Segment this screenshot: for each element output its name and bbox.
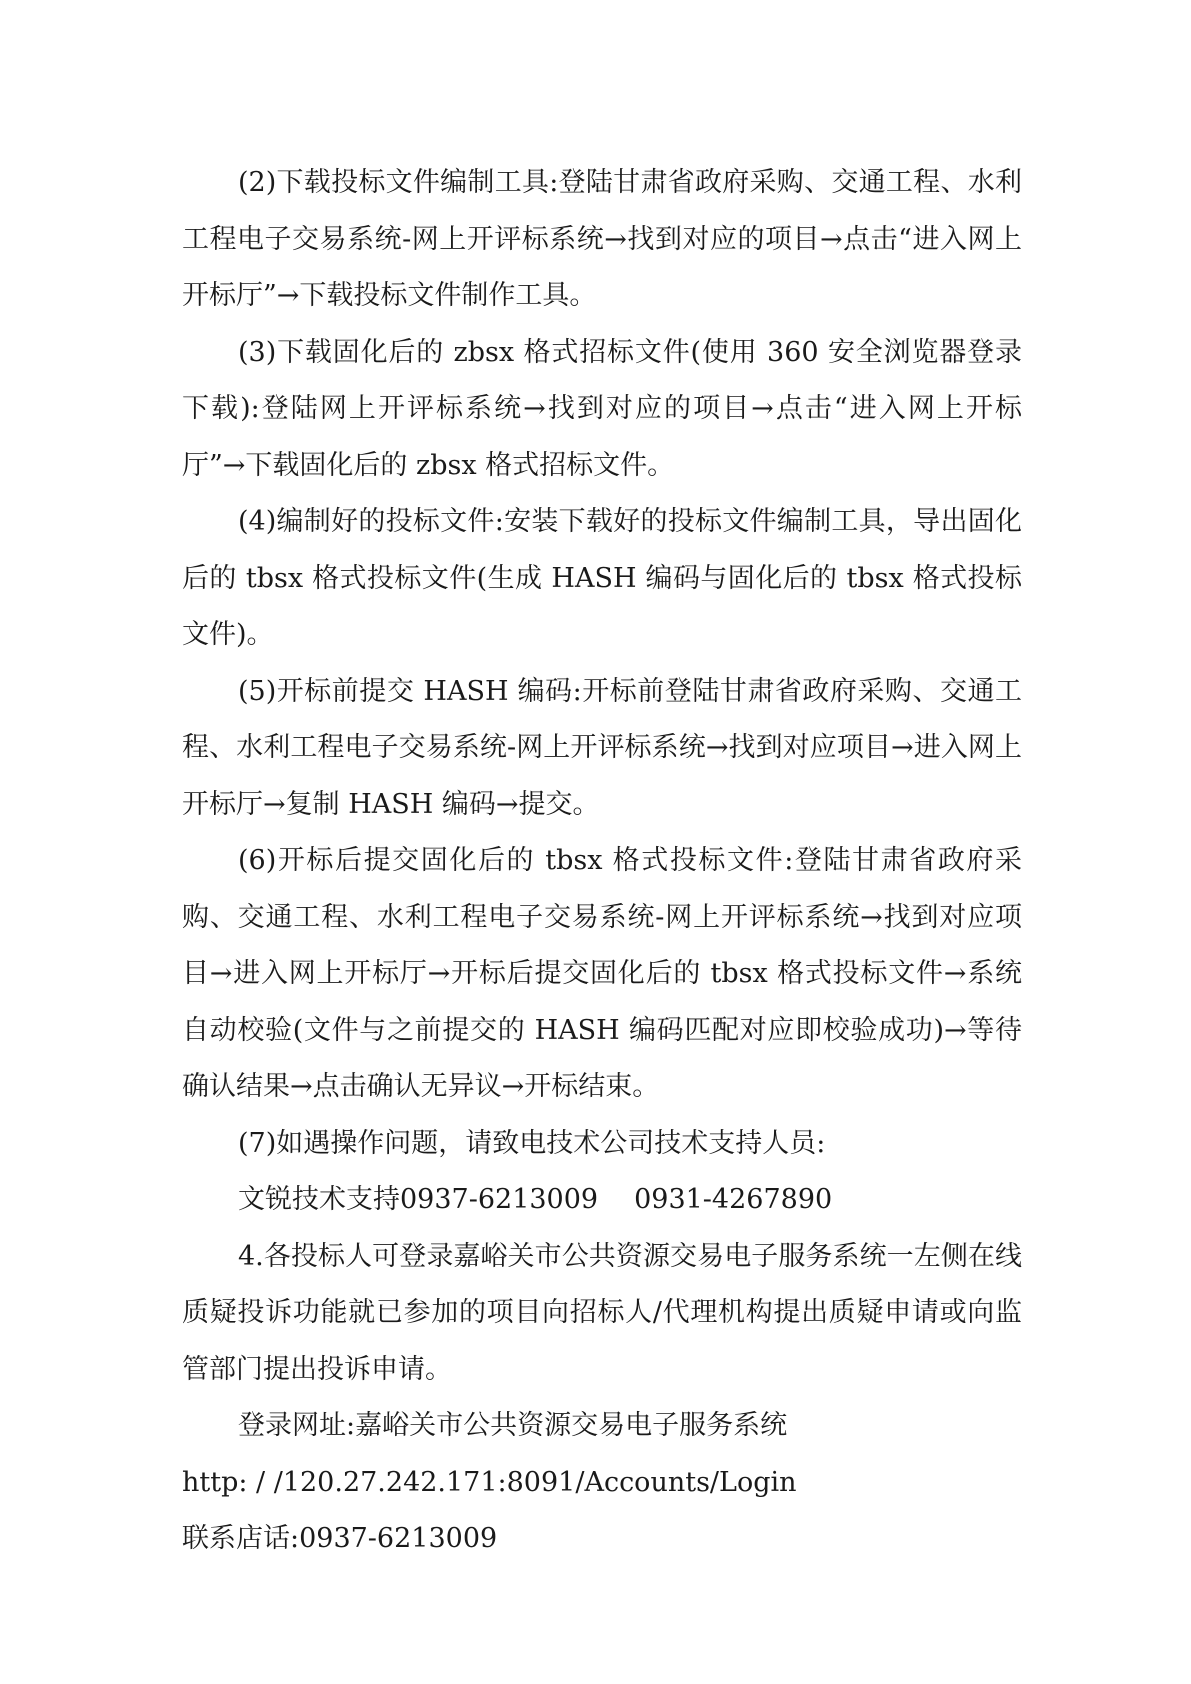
contact-phone-line: 联系店话:0937-6213009 <box>182 1523 498 1554</box>
support-phone-1: 0937-6213009 <box>400 1184 599 1215</box>
paragraph-step-6: (6)开标后提交固化后的 tbsx 格式投标文件:登陆甘肃省政府采购、交通工程、水利工程电子交易系统-网上开评标系统→找到对应项目→进入网上开标厅→开标后提交固化后的 tbsx 格式投标文件→系统自动校验(文件与之前提交的 HASH 编码匹配对应即校验成功)→等待确认结果→点击确认无异议→开标结束。 <box>182 845 1022 1102</box>
paragraph-step-5: (5)开标前提交 HASH 编码:开标前登陆甘肃省政府采购、交通工程、水利工程电子交易系统-网上开评标系统→找到对应项目→进入网上开标厅→复制 HASH 编码→提交。 <box>182 675 1022 820</box>
support-contact-line <box>182 1172 1022 1229</box>
paragraph-item-4: 4.各投标人可登录嘉峪关市公共资源交易电子服务系统一左侧在线质疑投诉功能就已参加的项目向招标人/代理机构提出质疑申请或向监管部门提出投诉申请。 <box>182 1240 1022 1385</box>
paragraph-step-4: (4)编制好的投标文件:安装下载好的投标文件编制工具，导出固化后的 tbsx 格式投标文件(生成 HASH 编码与固化后的 tbsx 格式投标文件)。 <box>182 506 1022 650</box>
support-contact-label: 文锐技术支持 <box>238 1184 400 1215</box>
document-body <box>182 155 1022 1568</box>
login-site-line: 登录网址:嘉峪关市公共资源交易电子服务系统 <box>238 1410 788 1441</box>
paragraph-step-3: (3)下载固化后的 zbsx 格式招标文件(使用 360 安全浏览器登录下载):登陆网上开评标系统→找到对应的项目→点击“进入网上开标厅”→下载固化后的 zbsx 格式招标文件。 <box>182 336 1022 481</box>
support-phone-2: 0931-4267890 <box>634 1184 833 1215</box>
paragraph-step-2: (2)下载投标文件编制工具:登陆甘肃省政府采购、交通工程、水利工程电子交易系统-网上开评标系统→找到对应的项目→点击“进入网上开标厅”→下载投标文件制作工具。 <box>182 167 1022 311</box>
login-url: http: / /120.27.242.171:8091/Accounts/Login <box>182 1466 797 1498</box>
paragraph-step-7: (7)如遇操作问题，请致电技术公司技术支持人员: <box>238 1127 826 1159</box>
